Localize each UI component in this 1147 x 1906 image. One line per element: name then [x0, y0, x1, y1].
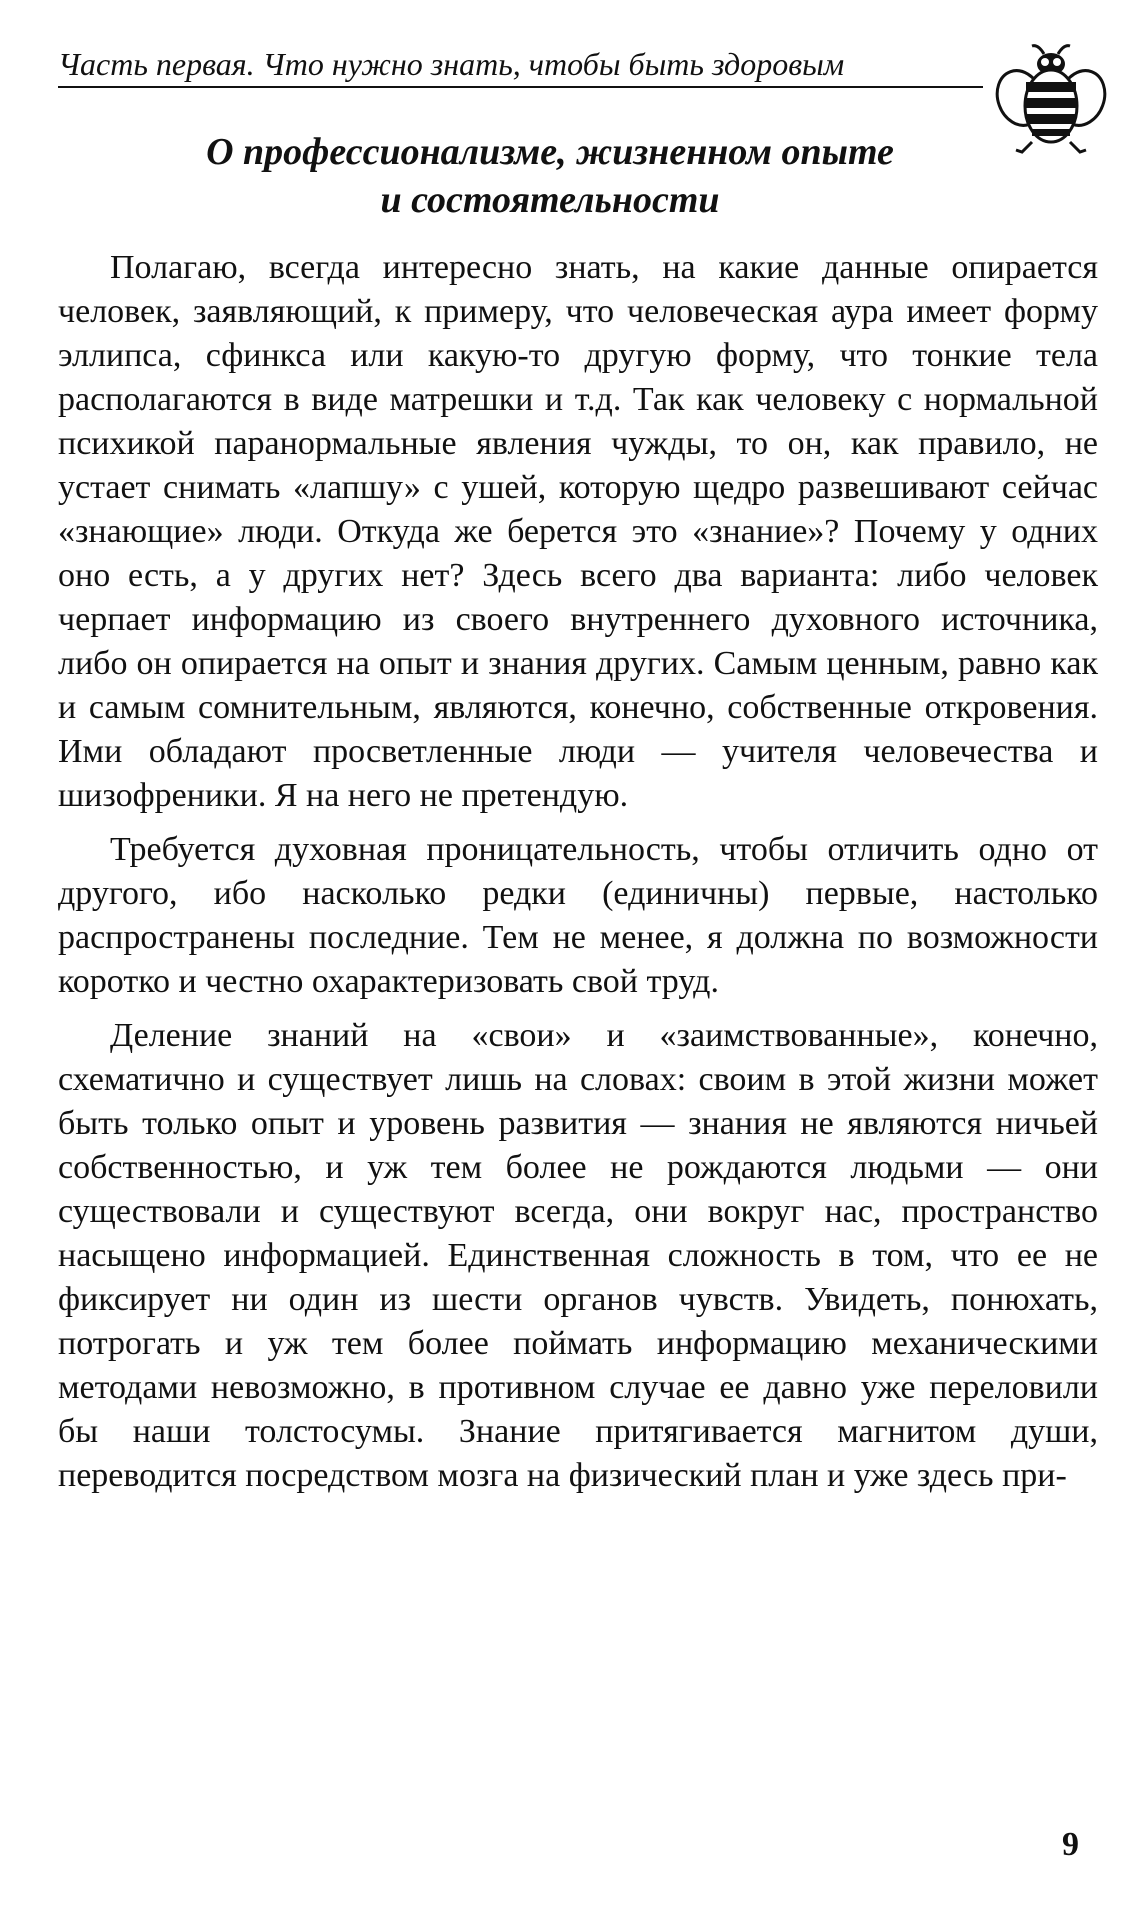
section-title-line-2: и состоятельности [380, 179, 720, 221]
running-header-title: Часть первая. Что нужно знать, чтобы быть здоровым [58, 46, 845, 82]
paragraph-1: Полагаю, всегда интересно знать, на какие данные опирается человек, заявляющий, к примеру, что человеческая аура имеет форму эллипса, сфинкса или какую-то другую форму, что тонкие тела располагаются в виде матрешки и т.д. Так как человеку с нормальной психикой паранормальные явления чужды, то он, как правило, не устает снимать «лапшу» с ушей, которую щедро развешивают сейчас «знающие» люди. Откуда же берется это «знание»? Почему у одних оно есть, а у других нет? Здесь всего два варианта: либо человек черпает информацию из своего внутреннего духовного источника, либо он опирается на опыт и знания других. Самым ценным, равно как и самым сомнительным, являются, конечно, собственные откровения. Ими обладают просветленные люди — учителя человечества и шизофреники. Я на него не претендую. [58, 249, 1098, 814]
header-rule [58, 86, 983, 88]
section-title-line-1: О профессионализме, жизненном опыте [206, 131, 894, 173]
section-title [120, 128, 980, 224]
paragraph-2: Требуется духовная проницательность, чтобы отличить одно от другого, ибо насколько редки (единичны) первые, настолько распространены последние. Тем не менее, я должна по возможности коротко и честно охарактеризовать свой труд. [58, 831, 1098, 1000]
page-number: 9 [1062, 1826, 1079, 1863]
body-text [58, 246, 1098, 1508]
paragraph-3: Деление знаний на «свои» и «заимствованные», конечно, схематично и существует лишь на словах: своим в этой жизни может быть только опыт и уровень развития — знания не являются ничьей собственностью, и уж тем более не рождаются людьми — они существовали и существуют всегда, они вокруг нас, пространство насыщено информацией. Единственная сложность в том, что ее не фиксирует ни один из шести органов чувств. Увидеть, понюхать, потрогать и уж тем более поймать информацию механическими методами невозможно, в противном случае ее давно уже переловили бы наши толстосумы. Знание притягивается магнитом души, переводится посредством мозга на физический план и уже здесь при- [58, 1017, 1098, 1494]
bee-icon [992, 40, 1110, 160]
